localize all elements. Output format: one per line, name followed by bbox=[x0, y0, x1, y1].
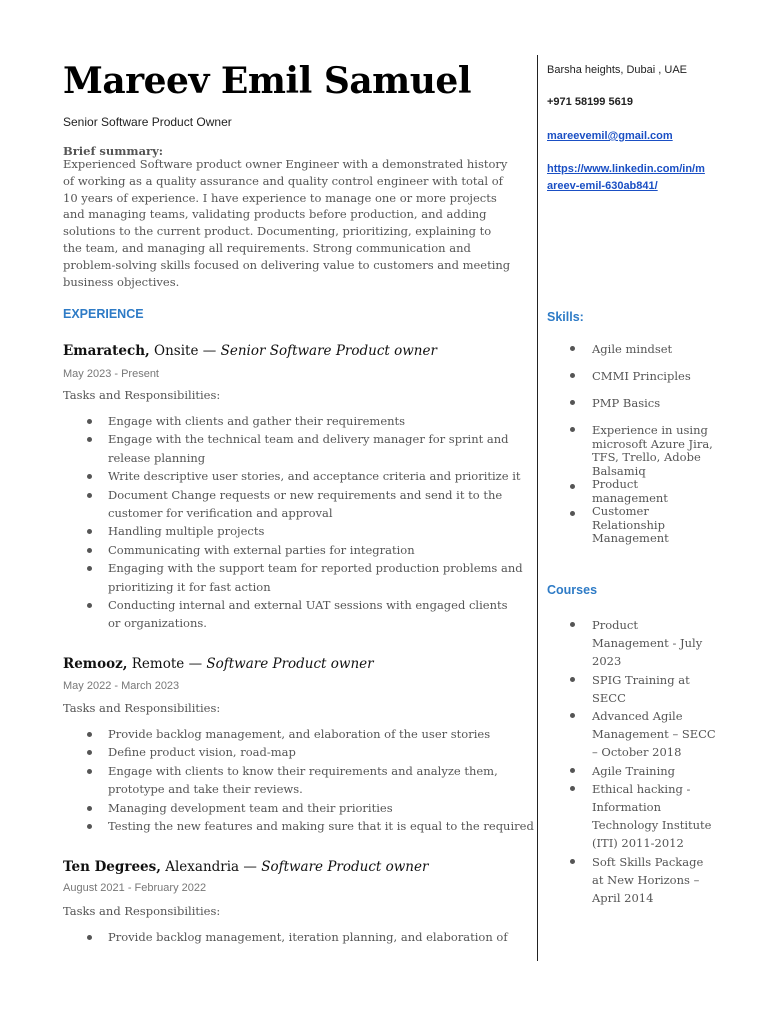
job-separator: — bbox=[188, 656, 203, 672]
list-item: Product management bbox=[547, 478, 717, 505]
list-item: PMP Basics bbox=[547, 394, 717, 412]
list-item: Provide backlog management, and elaboration of the user stories bbox=[63, 725, 523, 743]
list-item: Soft Skills Package at New Horizons – April 2014 bbox=[547, 853, 717, 908]
job-role: Software Product owner bbox=[261, 859, 429, 875]
list-item: Advanced Agile Management – SECC – October 2018 bbox=[547, 707, 717, 762]
skills-heading: Skills: bbox=[547, 310, 584, 324]
list-item: Write descriptive user stories, and acceptance criteria and prioritize it bbox=[63, 467, 523, 485]
list-item: Agile mindset bbox=[547, 340, 717, 358]
contact-address: Barsha heights, Dubai , UAE bbox=[547, 64, 688, 76]
contact-phone: +971 58199 5619 bbox=[547, 96, 633, 108]
list-item: Engaging with the support team for reported production problems and prioritizing it for fast action bbox=[63, 559, 523, 596]
job-tasks-label: Tasks and Responsibilities: bbox=[63, 904, 221, 918]
list-item: Engage with clients to know their requirements and analyze them, prototype and take their reviews. bbox=[63, 762, 523, 799]
list-item: CMMI Principles bbox=[547, 367, 717, 385]
job-company: Emaratech, bbox=[63, 343, 150, 359]
job-location: Alexandria bbox=[165, 859, 240, 875]
contact-linkedin-link[interactable]: https://www.linkedin.com/in/mareev-emil-630ab841/ bbox=[547, 163, 705, 192]
list-item: Testing the new features and making sure that it is equal to the required bbox=[63, 817, 523, 835]
job-location: Onsite bbox=[154, 343, 199, 359]
summary-text: Experienced Software product owner Engineer with a demonstrated history of working as a quality assurance and quality control engineer with total of 10 years of experience. I have experience to manage one or more projects and managing teams, validating products before production, and adding solutions to the current product. Documenting, prioritizing, explaining to the team, and managing all requirements. Strong communication and problem-solving skills focused on delivering value to customers and meeting business objectives. bbox=[63, 157, 511, 289]
job-company: Ten Degrees, bbox=[63, 859, 161, 875]
job-location: Remote bbox=[131, 656, 185, 672]
summary-label: Brief summary: bbox=[63, 144, 164, 158]
job-headline: Senior Software Product Owner bbox=[63, 115, 232, 129]
job-responsibilities-list bbox=[63, 928, 523, 946]
list-item: Communicating with external parties for integration bbox=[63, 541, 523, 559]
job-role: Software Product owner bbox=[206, 656, 374, 672]
list-item: Experience in using microsoft Azure Jira, TFS, Trello, Adobe Balsamiq bbox=[547, 421, 717, 478]
list-item: Ethical hacking - Information Technology Institute (ITI) 2011-2012 bbox=[547, 780, 717, 853]
list-item: Customer Relationship Management bbox=[547, 505, 717, 546]
list-item: Define product vision, road-map bbox=[63, 743, 523, 761]
job-dates: August 2021 - February 2022 bbox=[63, 882, 207, 894]
experience-heading: EXPERIENCE bbox=[63, 307, 144, 321]
job-tasks-label: Tasks and Responsibilities: bbox=[63, 701, 221, 715]
job-separator: — bbox=[243, 859, 257, 875]
contact-email-link[interactable]: mareevemil@gmail.com bbox=[547, 130, 673, 142]
list-item: Managing development team and their priorities bbox=[63, 799, 523, 817]
list-item: SPIG Training at SECC bbox=[547, 671, 717, 707]
list-item: Handling multiple projects bbox=[63, 522, 523, 540]
list-item: Engage with the technical team and delivery manager for sprint and release planning bbox=[63, 430, 523, 467]
job-title-remooz bbox=[63, 656, 374, 672]
list-item: Conducting internal and external UAT sessions with engaged clients or organizations. bbox=[63, 596, 523, 633]
courses-list bbox=[547, 616, 717, 907]
job-title-emaratech bbox=[63, 343, 437, 359]
job-dates: May 2022 - March 2023 bbox=[63, 680, 180, 692]
list-item: Provide backlog management, iteration planning, and elaboration of bbox=[63, 928, 523, 946]
list-item: Agile Training bbox=[547, 762, 717, 780]
list-item: Engage with clients and gather their requirements bbox=[63, 412, 523, 430]
job-title-ten-degrees bbox=[63, 859, 428, 875]
job-tasks-label: Tasks and Responsibilities: bbox=[63, 388, 221, 402]
resume-name: Mareev Emil Samuel bbox=[63, 60, 471, 102]
job-responsibilities-list bbox=[63, 725, 534, 835]
skills-list bbox=[547, 340, 717, 546]
column-divider bbox=[537, 55, 538, 961]
job-separator: — bbox=[202, 343, 217, 359]
courses-heading: Courses bbox=[547, 583, 598, 597]
job-role: Senior Software Product owner bbox=[220, 343, 437, 359]
list-item: Document Change requests or new requirements and send it to the customer for verification and approval bbox=[63, 486, 523, 523]
job-company: Remooz, bbox=[63, 656, 128, 672]
list-item: Product Management - July 2023 bbox=[547, 616, 717, 671]
job-dates: May 2023 - Present bbox=[63, 368, 159, 380]
job-responsibilities-list bbox=[63, 412, 523, 633]
